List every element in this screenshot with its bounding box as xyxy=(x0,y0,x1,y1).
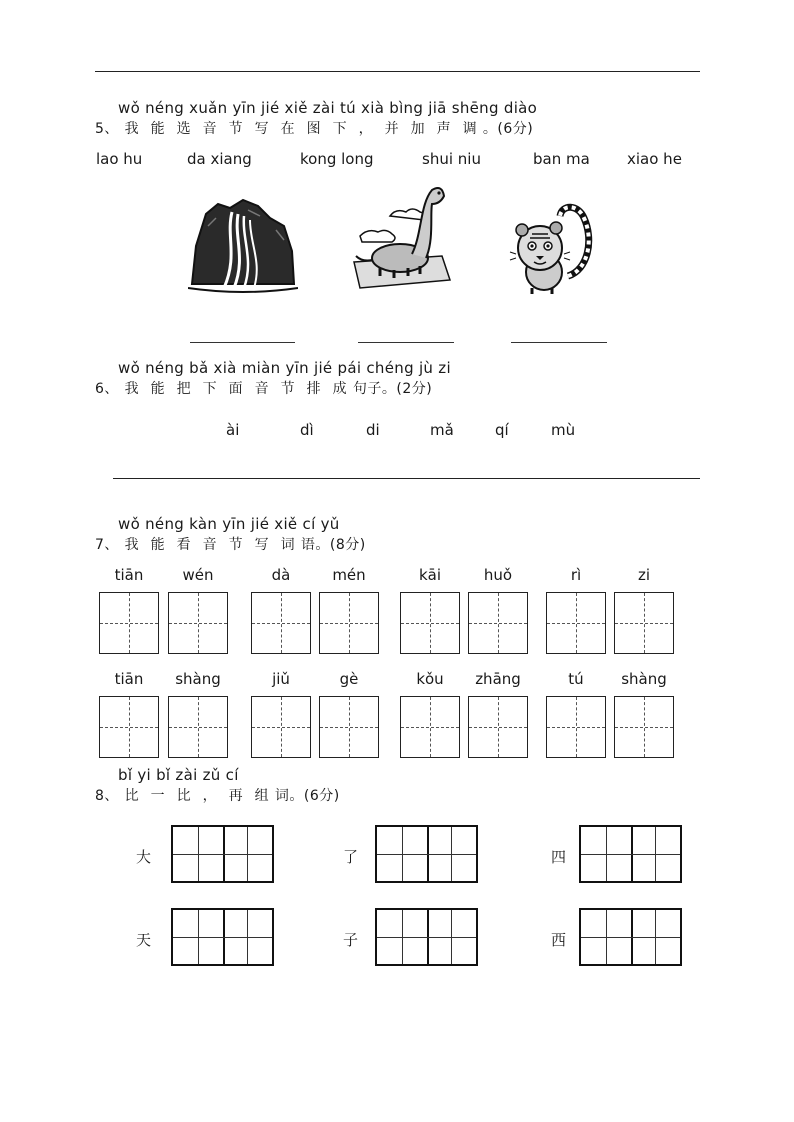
q5-score: 。(6分) xyxy=(482,121,534,137)
q6-syllable-2: dì xyxy=(300,421,314,439)
waterfall-mountain-picture xyxy=(188,196,298,296)
q7-number: 7、 xyxy=(95,537,119,553)
q6-syllable-3: di xyxy=(366,421,380,439)
q6-syllable-1: ài xyxy=(226,421,240,439)
q6-score: 。(2分) xyxy=(381,381,433,397)
dinosaur-picture xyxy=(350,184,462,294)
q7-row2-pinyin-2: shàng xyxy=(175,670,221,688)
q7-row2-box-4[interactable] xyxy=(319,696,379,758)
q7-row1-box-6[interactable] xyxy=(468,592,528,654)
q7-row1-pinyin-6: huǒ xyxy=(483,566,513,584)
q8-box-3[interactable] xyxy=(579,825,682,883)
q5-answer-line-1[interactable] xyxy=(190,342,295,343)
q5-option-4: shui niu xyxy=(422,150,481,168)
q7-row1-pinyin-5: kāi xyxy=(418,566,442,584)
q6-number: 6、 xyxy=(95,381,119,397)
q6-answer-line[interactable] xyxy=(113,478,700,479)
q7-row1-box-4[interactable] xyxy=(319,592,379,654)
q5-option-3: kong long xyxy=(300,150,374,168)
q5-number: 5、 xyxy=(95,121,119,137)
q7-row1-pinyin-7: rì xyxy=(570,566,582,584)
q7-row1-box-5[interactable] xyxy=(400,592,460,654)
q5-answer-line-3[interactable] xyxy=(511,342,607,343)
q7-row2-box-2[interactable] xyxy=(168,696,228,758)
q5-answer-line-2[interactable] xyxy=(358,342,454,343)
q6-syllable-4: mǎ xyxy=(430,421,454,439)
q7-row2-box-7[interactable] xyxy=(546,696,606,758)
tiger-picture xyxy=(508,200,600,296)
q7-row1-pinyin-2: wén xyxy=(182,566,214,584)
q7-row1-box-8[interactable] xyxy=(614,592,674,654)
q7-row2-box-8[interactable] xyxy=(614,696,674,758)
q8-box-1[interactable] xyxy=(171,825,274,883)
q8-char-4: 天 xyxy=(136,931,152,949)
q7-row1-box-1[interactable] xyxy=(99,592,159,654)
q5-option-2: da xiang xyxy=(187,150,252,168)
q7-row2-pinyin-8: shàng xyxy=(621,670,667,688)
q7-row1-box-2[interactable] xyxy=(168,592,228,654)
q7-row2-pinyin-3: jiǔ xyxy=(272,670,290,688)
q7-row1-pinyin-1: tiān xyxy=(114,566,144,584)
q8-char-6: 西 xyxy=(551,931,567,949)
q6-syllable-5: qí xyxy=(495,421,509,439)
top-divider xyxy=(95,71,700,72)
q5-option-5: ban ma xyxy=(533,150,590,168)
q7-row2-box-6[interactable] xyxy=(468,696,528,758)
q7-title: 7、 我 能 看 音 节 写 词 语。(8分) xyxy=(95,537,366,553)
q7-row1-box-7[interactable] xyxy=(546,592,606,654)
q6-syllable-6: mù xyxy=(551,421,576,439)
q5-pinyin: wǒ néng xuǎn yīn jié xiě zài tú xià bìng jiā shēng diào xyxy=(118,99,538,117)
q5-title: 5、 我 能 选 音 节 写 在 图 下 ， 并 加 声 调 。(6分) xyxy=(95,121,534,137)
q8-pinyin: bǐ yi bǐ zài zǔ cí xyxy=(118,766,239,784)
q7-pinyin: wǒ néng kàn yīn jié xiě cí yǔ xyxy=(118,515,340,533)
q8-box-5[interactable] xyxy=(375,908,478,966)
q8-title: 8、 比 一 比 ， 再 组 词。(6分) xyxy=(95,788,340,804)
q7-row2-pinyin-7: tú xyxy=(568,670,584,688)
q8-char-2: 了 xyxy=(343,848,359,866)
q8-char-1: 大 xyxy=(136,848,152,866)
q8-char-5: 子 xyxy=(343,931,359,949)
q8-score: 。(6分) xyxy=(289,788,340,804)
q8-box-6[interactable] xyxy=(579,908,682,966)
q7-score: 。(8分) xyxy=(315,537,366,553)
q7-row2-box-1[interactable] xyxy=(99,696,159,758)
q5-option-1: lao hu xyxy=(96,150,143,168)
q7-row1-pinyin-8: zi xyxy=(637,566,651,584)
q6-title: 6、 我 能 把 下 面 音 节 排 成 句子。(2分) xyxy=(95,381,433,397)
q8-box-4[interactable] xyxy=(171,908,274,966)
q7-row1-pinyin-4: mén xyxy=(332,566,366,584)
q7-row2-pinyin-1: tiān xyxy=(114,670,144,688)
q7-row2-box-5[interactable] xyxy=(400,696,460,758)
q8-box-2[interactable] xyxy=(375,825,478,883)
q7-row2-pinyin-5: kǒu xyxy=(416,670,444,688)
q5-option-6: xiao he xyxy=(627,150,682,168)
q7-row2-pinyin-6: zhāng xyxy=(475,670,521,688)
q7-row1-box-3[interactable] xyxy=(251,592,311,654)
q8-number: 8、 xyxy=(95,788,119,804)
q7-row2-box-3[interactable] xyxy=(251,696,311,758)
q7-row2-pinyin-4: gè xyxy=(339,670,359,688)
q7-row1-pinyin-3: dà xyxy=(271,566,291,584)
q6-pinyin: wǒ néng bǎ xià miàn yīn jié pái chéng jù zi xyxy=(118,359,451,377)
q8-char-3: 四 xyxy=(551,848,567,866)
